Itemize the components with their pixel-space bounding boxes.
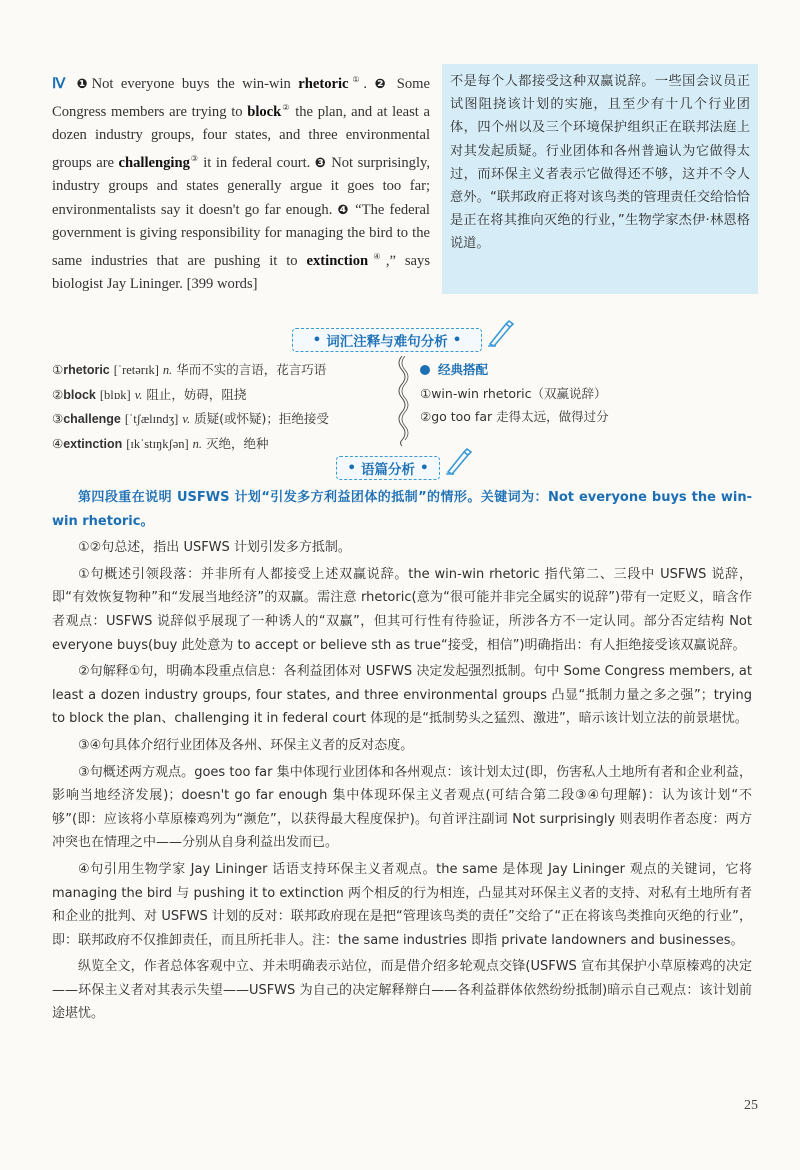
header-dot-left: •: [312, 332, 322, 348]
vocab-pos: n.: [162, 363, 173, 377]
vocab-number: ③: [52, 411, 64, 426]
vocab-word: challenge: [63, 412, 121, 426]
vocab-number: ①: [52, 362, 64, 377]
collocation-panel: [420, 358, 750, 429]
analysis-paragraph: ③④句具体介绍行业团体及各州、环保主义者的反对态度。: [78, 737, 414, 753]
sentence-number-2: ❷: [374, 76, 390, 92]
vocab-pos: v.: [182, 412, 191, 426]
analysis-paragraph: ②句解释①句，明确本段重点信息：各利益团体对 USFWS 决定发起强烈抵制。句中 Some Congress members, at least a dozen industry groups, four states, and three environmental groups 凸显“抵制力量之多之强”；trying to block the plan、challenging it in federal court 体现的是“抵制势头之猛烈、激进”，暗示该计划立法的前景堪忧。: [52, 664, 752, 727]
pen-icon: [486, 318, 516, 348]
english-paragraph: [52, 68, 430, 296]
vocab-section-header: [292, 328, 482, 352]
sentence-4-end: ,” says biologist Jay Lininger. [399 words]: [52, 252, 430, 293]
header-dot-right: •: [452, 332, 462, 348]
vocab-section-title: 词汇注释与难句分析: [326, 334, 448, 350]
note-ref-1: ①: [348, 75, 364, 84]
header-dot-right: •: [420, 460, 429, 476]
vocab-pos: v.: [134, 387, 143, 402]
sentence-number-3: ❸: [314, 156, 327, 172]
vocab-item: [52, 407, 362, 432]
keyword-extinction: extinction: [306, 252, 369, 269]
keyword-challenging: challenging: [118, 155, 190, 172]
collocation-item: ①win-win rhetoric（双赢说辞）: [420, 385, 607, 401]
sentence-1-end: .: [363, 75, 367, 92]
header-dot-left: •: [347, 460, 356, 476]
sentence-number-4: ❹: [337, 202, 351, 218]
vocab-item: [52, 383, 362, 408]
analysis-paragraph: ④句引用生物学家 Jay Lininger 话语支持环保主义者观点。the same 是体现 Jay Lininger 观点的关键词，它将 managing the bird 与 pushing it to extinction 两个相反的行为相连，凸显其对环保主义者的支持、对私有土地所有者和企业的批判、对 USFWS 计划的反对：联邦政府现在是把“管理该鸟类的责任”交给了“正在将该鸟类推向灭绝的行业”，即：联邦政府不仅推卸责任，而且所托非人。注：the same industries 即指 private landowners and businesses。: [52, 861, 752, 948]
sentence-4-text: “The federal government is giving responsibility for managing the bird to the same industries that are pushing it to: [52, 201, 430, 269]
vocab-word: extinction: [63, 436, 123, 451]
vocab-word: block: [63, 387, 96, 402]
vocab-meaning: 灭绝，绝种: [206, 435, 269, 451]
vocab-phonetic: [ˈtʃælɪndʒ]: [124, 412, 179, 426]
collocation-title-row: [420, 358, 750, 382]
collocation-title: 经典搭配: [438, 362, 489, 377]
analysis-paragraph: ①句概述引领段落：并非所有人都接受上述双赢说辞。the win-win rhetoric 指代第二、三段中 USFWS 说辞，即“有效恢复物种”和“发展当地经济”的双赢。需注意 rhetoric(意为“很可能并非完全属实的说辞”)带有一定贬义，暗含作者观点：USFWS 说辞似乎展现了一种诱人的“双赢”，但其可行性有待验证，所涉各方不一定认同。部分否定结构 Not everyone buys(buy 此处意为 to accept or believe sth as true“接受，相信”)明确指出：有人拒绝接受该双赢说辞。: [52, 566, 752, 653]
keyword-block: block: [247, 103, 282, 120]
vocab-phonetic: [ɪkˈstɪŋkʃən]: [126, 436, 189, 451]
vocab-number: ④: [52, 435, 64, 451]
note-ref-4: ④: [368, 252, 386, 261]
analysis-summary: 纵览全文，作者总体客观中立、并未明确表示站位，而是借介绍多轮观点交锋(USFWS 宣布其保护小草原榛鸡的决定——环保主义者对其表示失望——USFWS 为自己的决定解释辩白——各利益群体依然纷纷抵制)暗示自己观点：该计划前途堪忧。: [52, 959, 752, 1022]
vocab-meaning: 阻止，妨碍，阻挠: [146, 386, 247, 402]
vocab-item: [52, 358, 362, 383]
vocab-list: [52, 358, 362, 456]
bullet-icon: [420, 365, 430, 375]
passage-section: [52, 68, 758, 300]
wave-divider: [395, 356, 409, 446]
chinese-translation-box: 不是每个人都接受这种双赢说辞。一些国会议员正试图阻挠该计划的实施，且至少有十几个行业团体，四个州以及三个环境保护组织正在联邦法庭上对其发起质疑。行业团体和各州普遍认为它做得太过，而环保主义者表示它做得还不够，这并不令人意外。“联邦政府正将对该鸟类的管理责任交给恰恰是正在将其推向灭绝的行业，”生物学家杰伊·林恩格说道。: [442, 64, 758, 294]
vocab-phonetic: [ˈretərɪk]: [113, 363, 159, 377]
paragraph-number: Ⅳ: [52, 75, 70, 92]
vocab-phonetic: [blɒk]: [99, 387, 131, 402]
analysis-paragraph: ①②句总述，指出 USFWS 计划引发多方抵制。: [78, 540, 351, 556]
analysis-lead: 第四段重在说明 USFWS 计划“引发多方利益团体的抵制”的情形。关键词为：Not everyone buys the win-win rhetoric。: [52, 490, 752, 529]
analysis-section-title: 语篇分析: [361, 462, 415, 478]
sentence-2-text: Some Congress members are trying to: [52, 75, 431, 120]
sentence-number-1: ❶: [76, 76, 92, 92]
vocab-pos: n.: [192, 436, 203, 451]
collocation-item: ②go too far 走得太远，做得过分: [420, 409, 609, 424]
keyword-rhetoric: rhetoric: [298, 75, 349, 92]
sentence-3-text: Not surprisingly, industry groups and states generally argue it goes too far; environmentalists say it doesn't go far enough.: [52, 155, 430, 218]
vocab-item: [52, 432, 362, 457]
vocab-meaning: 华而不实的言语，花言巧语: [176, 362, 327, 377]
vocab-word: rhetoric: [63, 363, 110, 377]
vocab-number: ②: [52, 386, 64, 402]
analysis-paragraph: ③句概述两方观点。goes too far 集中体现行业团体和各州观点：该计划太过(即，伤害私人土地所有者和企业利益，影响当地经济发展)；doesn't go far enough 集中体现环保主义者观点(可结合第二段③④句理解)：认为该计划“不够”(即：应该将小草原榛鸡列为“濒危”，以获得最大程度保护)。句首评注副词 Not surprisingly 则表明作者态度：两方冲突也在情理之中——分别从自身利益出发而已。: [52, 764, 752, 851]
analysis-section-header: [336, 456, 440, 480]
note-ref-3: ③: [189, 154, 199, 164]
discourse-analysis: [52, 486, 752, 1026]
sentence-1-text: Not everyone buys the win-win: [91, 75, 299, 92]
vocab-meaning: 质疑(或怀疑)；拒绝接受: [194, 411, 329, 426]
pen-icon: [444, 446, 474, 476]
sentence-2-mid: the plan, and at least a dozen industry groups, four states, and three environmental groups are: [52, 103, 430, 172]
sentence-2-end: it in federal court.: [198, 155, 311, 172]
page-number: 25: [744, 1098, 758, 1113]
note-ref-2: ②: [281, 103, 291, 113]
